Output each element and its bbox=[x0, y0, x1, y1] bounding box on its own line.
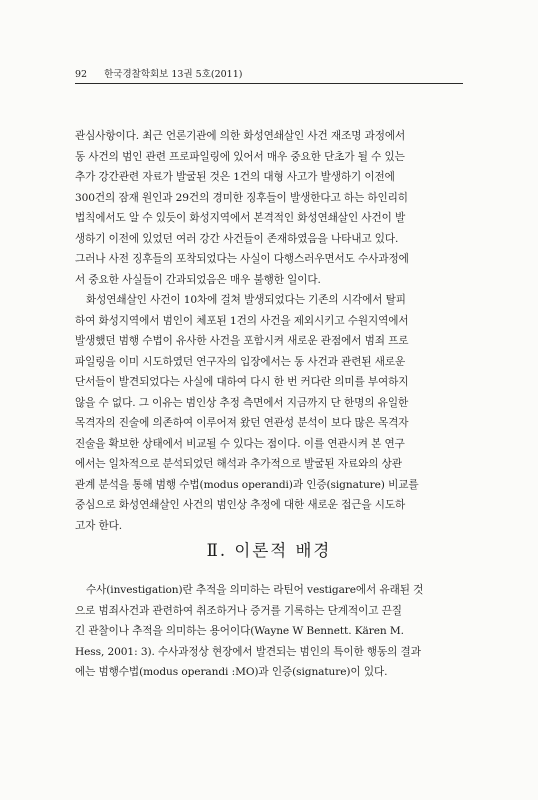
header-rule bbox=[75, 83, 463, 84]
text-line: 화성연쇄살인 사건이 10차에 걸쳐 발생되었다는 기존의 시각에서 탈피 bbox=[86, 294, 406, 306]
body-text-section-2 bbox=[75, 580, 463, 683]
text-line: 추가 강간관련 자료가 발굴된 것은 1건의 대형 사고가 발생하기 이전에 bbox=[75, 171, 395, 183]
text-line: 않을 수 없다. 그 이유는 범인상 추정 측면에서 지금까지 단 한명의 유일한 bbox=[75, 396, 409, 409]
text-line: 진술을 확보한 상태에서 비교될 수 있다는 점이다. 이를 연관시켜 본 연구 bbox=[75, 437, 405, 450]
text-line: 발생했던 범행 수법이 유사한 사건을 포함시켜 새로운 관점에서 범죄 프로 bbox=[75, 335, 409, 347]
text-line: 파일링을 이미 시도하였던 연구자의 입장에서는 동 사건과 관련된 새로운 bbox=[75, 355, 406, 368]
text-line: 관심사항이다. 최근 언론기관에 의한 화성연쇄살인 사건 재조명 과정에서 bbox=[75, 130, 406, 142]
text-line: 에는 범행수법(modus operandi :MO)과 인증(signature)이 있다. bbox=[75, 666, 388, 678]
journal-title: 한국경찰학회보 13권 5호(2011) bbox=[104, 69, 243, 80]
body-text bbox=[75, 126, 463, 536]
text-line: 단서들이 발견되었다는 사실에 대하여 다시 한 번 커다란 의미를 부여하지 bbox=[75, 376, 409, 388]
text-line: 고자 한다. bbox=[75, 519, 123, 532]
text-line: 300건의 잠재 원인과 29건의 경미한 징후들이 발생한다고 하는 하인리히 bbox=[75, 191, 408, 204]
text-line: 하여 화성지역에서 범인이 체포된 1건의 사건을 제외시키고 수원지역에서 bbox=[75, 314, 409, 327]
text-line: 목격자의 진술에 의존하여 이루어져 왔던 연관성 분석이 보다 많은 목격자 bbox=[75, 417, 409, 429]
text-line: 관계 분석을 통해 범행 수법(modus operandi)과 인증(signature) 비교를 bbox=[75, 478, 419, 491]
text-line: 서 중요한 사실들이 간과되었음은 매우 불행한 일이다. bbox=[75, 273, 321, 286]
text-line: 법칙에서도 알 수 있듯이 화성지역에서 본격적인 화성연쇄살인 사건이 발 bbox=[75, 212, 406, 224]
text-line: 에서는 일차적으로 분석되었던 해석과 추가적으로 발굴된 자료와의 상관 bbox=[75, 458, 402, 470]
paragraph-2 bbox=[75, 290, 463, 536]
text-line: Hess, 2001: 3). 수사과정상 현장에서 발견되는 범인의 특이한 행동의 결과 bbox=[75, 645, 421, 658]
text-line: 생하기 이전에 있었던 여러 강간 사건들이 존재하였음을 나타내고 있다. bbox=[75, 232, 399, 245]
running-header bbox=[75, 66, 463, 80]
text-line: 수사(investigation)란 추적을 의미하는 라틴어 vestigare에서 유래된 것 bbox=[86, 584, 424, 596]
text-line: 그러나 사전 징후들의 포착되었다는 사실이 다행스러우면서도 수사과정에 bbox=[75, 253, 409, 265]
section-heading: Ⅱ. 이론적 배경 bbox=[206, 541, 332, 560]
text-line: 중심으로 화성연쇄살인 사건의 범인상 추정에 대한 새로운 접근을 시도하 bbox=[75, 499, 406, 511]
paragraph-1 bbox=[75, 126, 463, 290]
text-line: 긴 관찰이나 추적을 의미하는 용어이다(Wayne W Bennett. Kären M. bbox=[75, 625, 404, 637]
text-line: 으로 범죄사건과 관련하여 취조하거나 증거를 기록하는 단계적이고 끈질 bbox=[75, 604, 402, 617]
text-line: 동 사건의 범인 관련 프로파일링에 있어서 매우 중요한 단초가 될 수 있는 bbox=[75, 150, 405, 163]
page-number: 92 bbox=[75, 69, 88, 80]
